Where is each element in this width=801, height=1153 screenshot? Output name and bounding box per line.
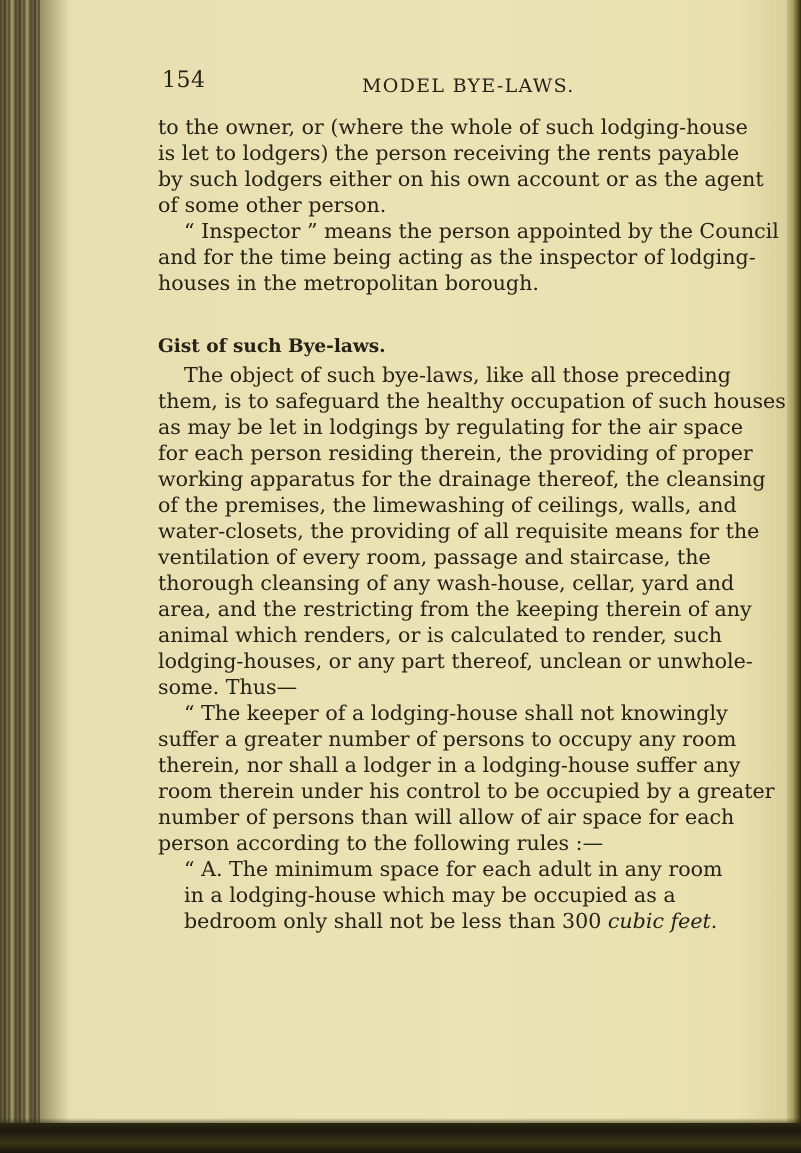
text-line: area, and the restricting from the keeping therein of any (158, 597, 752, 621)
book-binding-gutter (0, 0, 40, 1153)
text-line: and for the time being acting as the inspector of lodging- (158, 245, 756, 269)
text-line: room therein under his control to be occupied by a greater (158, 779, 775, 803)
text-line: some. Thus— (158, 675, 298, 699)
text-line: to the owner, or (where the whole of such lodging-house (158, 115, 748, 139)
text-segment: bedroom only shall not be less than 300 (184, 909, 608, 933)
text-line: thorough cleansing of any wash-house, cellar, yard and (158, 571, 735, 595)
text-line: for each person residing therein, the providing of proper (158, 441, 753, 465)
text-line: in a lodging-house which may be occupied as a (184, 883, 676, 907)
text-line: “ Inspector ” means the person appointed by the Council (184, 219, 779, 243)
text-line: houses in the metropolitan borough. (158, 271, 539, 295)
text-line: “ A. The minimum space for each adult in any room (184, 857, 723, 881)
text-line (184, 908, 717, 935)
text-line: by such lodgers either on his own account or as the agent (158, 167, 764, 191)
text-line: working apparatus for the drainage thereof, the cleansing (158, 467, 766, 491)
page-number: 154 (162, 68, 206, 93)
page-right-edge (787, 0, 801, 1153)
text-line: ventilation of every room, passage and staircase, the (158, 545, 711, 569)
text-line: The object of such bye-laws, like all those preceding (184, 363, 731, 387)
text-line: of the premises, the limewashing of ceilings, walls, and (158, 493, 737, 517)
page-header (162, 68, 742, 108)
text-line: “ The keeper of a lodging-house shall not knowingly (184, 701, 728, 725)
italic-text: cubic feet. (607, 909, 718, 933)
text-line: therein, nor shall a lodger in a lodging-house suffer any (158, 753, 741, 777)
text-line: number of persons than will allow of air space for each (158, 805, 735, 829)
text-line: them, is to safeguard the healthy occupation of such houses (158, 389, 786, 413)
text-line: lodging-houses, or any part thereof, unclean or unwhole- (158, 649, 753, 673)
text-line: suffer a greater number of persons to occupy any room (158, 727, 737, 751)
running-head: MODEL BYE-LAWS. (362, 75, 575, 97)
gutter-shadow (40, 0, 70, 1153)
text-line: animal which renders, or is calculated to render, such (158, 623, 722, 647)
text-line: person according to the following rules :— (158, 831, 604, 855)
text-line: water-closets, the providing of all requisite means for the (158, 519, 760, 543)
section-subheading: Gist of such Bye-laws. (158, 336, 386, 357)
text-line: as may be let in lodgings by regulating for the air space (158, 415, 744, 439)
text-line: is let to lodgers) the person receiving the rents payable (158, 141, 740, 165)
page-bottom-edge (0, 1123, 801, 1153)
text-line: of some other person. (158, 193, 387, 217)
